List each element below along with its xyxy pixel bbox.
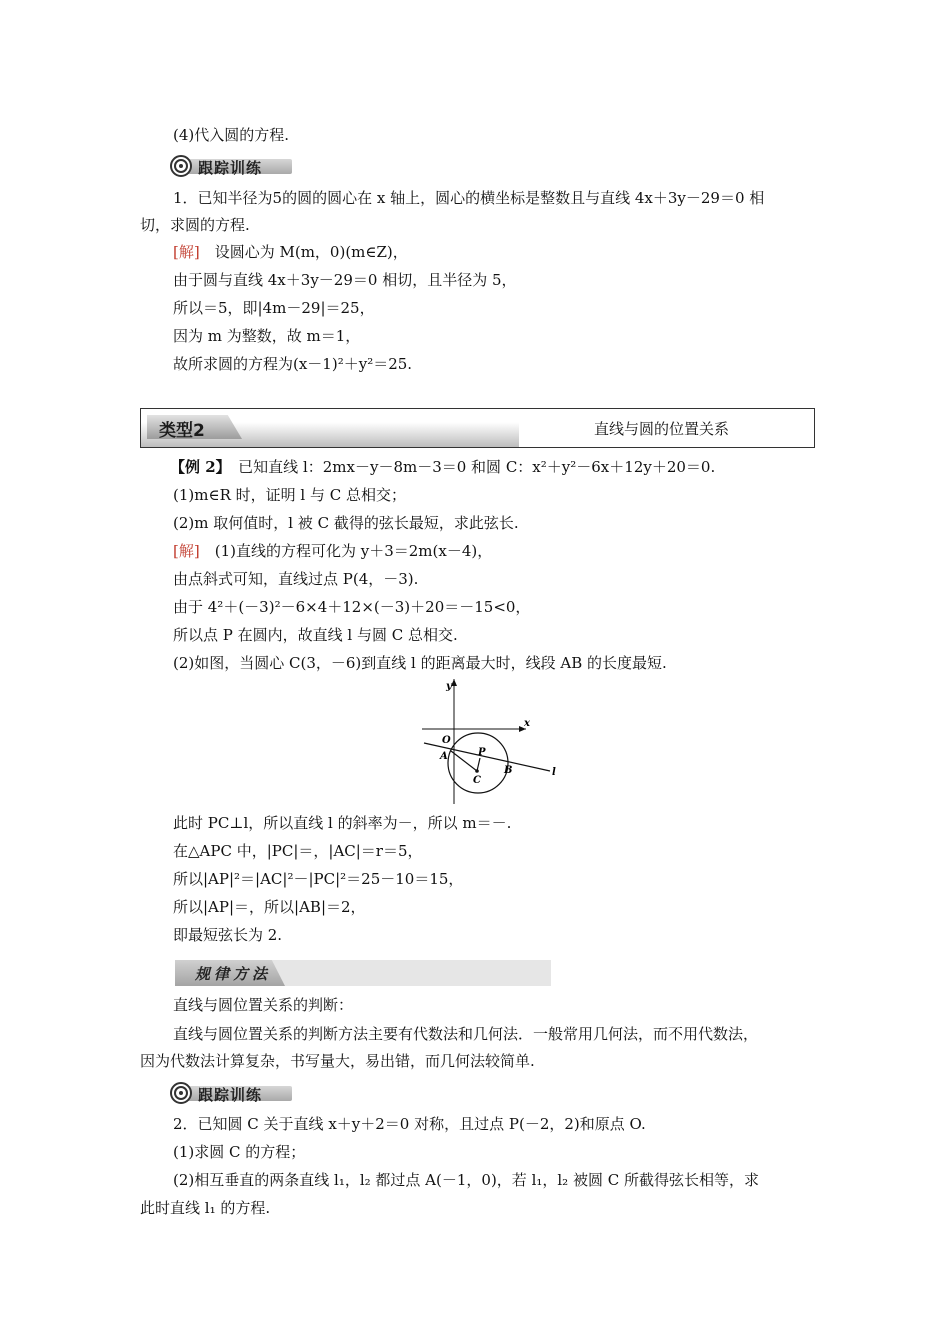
type-title: 直线与圆的位置关系 — [594, 420, 730, 438]
problem-2-line-1: 2．已知圆 C 关于直线 x＋y＋2＝0 对称，且过点 P(－2，2)和原点 O. — [173, 1115, 646, 1133]
method-line-3: 因为代数法计算复杂，书写量大，易出错，而几何法较简单. — [140, 1052, 535, 1070]
solution-1-line-5: 故所求圆的方程为(x－1)²＋y²＝25. — [173, 355, 413, 373]
label-o: O — [442, 735, 451, 746]
example-tag: 【例 2】 — [170, 458, 224, 476]
solution-2-line-2: 由点斜式可知，直线过点 P(4，－3). — [173, 570, 419, 588]
example-2-part-1: (1)m∈R 时，证明 l 与 C 总相交； — [173, 486, 406, 504]
badge-label: 跟踪训练 — [198, 159, 263, 177]
method-heading-bar — [175, 960, 551, 986]
target-icon — [170, 1082, 192, 1104]
badge-label: 跟踪训练 — [198, 1086, 263, 1104]
practice-badge-2 — [170, 1082, 300, 1104]
example-2-line-1: 【例 2】 已知直线 l：2mx－y－8m－3＝0 和圆 C：x²＋y²－6x＋12y＋20＝0. — [170, 458, 716, 476]
center-point — [475, 769, 479, 773]
solution-2-line-1: [解] (1)直线的方程可化为 y＋3＝2m(x－4)， — [173, 542, 493, 560]
solution-2-line-10: 即最短弦长为 2. — [173, 926, 283, 944]
solution-1-line-3: 所以＝5，即|4m－29|＝25， — [173, 299, 375, 317]
method-line-1: 直线与圆位置关系的判断： — [173, 996, 354, 1014]
solution-2-line-7: 在△APC 中，|PC|＝，|AC|＝r＝5， — [173, 842, 423, 860]
label-b: B — [504, 765, 513, 776]
problem-2-part-2-cont: 此时直线 l₁ 的方程. — [140, 1199, 271, 1217]
solution-1-line-4: 因为 m 为整数，故 m＝1， — [173, 327, 361, 345]
solution-1-line-1: [解] 设圆心为 M(m，0)(m∈Z)， — [173, 243, 408, 261]
label-x: x — [524, 718, 530, 729]
method-line-2: 直线与圆位置关系的判断方法主要有代数法和几何法．一般常用几何法，而不用代数法， — [173, 1025, 759, 1043]
label-l: l — [552, 767, 556, 778]
target-icon — [170, 155, 192, 177]
example-2-part-2: (2)m 取何值时，l 被 C 截得的弦长最短，求此弦长. — [173, 514, 519, 532]
label-y: y — [446, 681, 452, 692]
solution-tag: [解] — [173, 542, 200, 560]
solution-2-line-4: 所以点 P 在圆内，故直线 l 与圆 C 总相交. — [173, 626, 458, 644]
label-a: A — [440, 751, 448, 762]
solution-2-line-9: 所以|AP|＝，所以|AB|＝2， — [173, 898, 366, 916]
solution-1-line-2: 由于圆与直线 4x＋3y－29＝0 相切，且半径为 5， — [173, 271, 517, 289]
problem-2-part-2: (2)相互垂直的两条直线 l₁，l₂ 都过点 A(－1，0)，若 l₁，l₂ 被圆 C 所截得弦长相等，求 — [173, 1171, 759, 1189]
label-c: C — [473, 775, 481, 786]
segment-pc — [477, 758, 480, 771]
practice-badge-1 — [170, 155, 300, 177]
solution-2-line-6: 此时 PC⊥l，所以直线 l 的斜率为－，所以 m＝－. — [173, 814, 512, 832]
solution-2-line-3: 由于 4²＋(－3)²－6×4＋12×(－3)＋20＝－15<0， — [173, 598, 531, 616]
label-p: P — [478, 747, 486, 758]
y-axis-arrow — [451, 679, 457, 686]
solution-2-line-5: (2)如图，当圆心 C(3，－6)到直线 l 的距离最大时，线段 AB 的长度最短. — [173, 654, 667, 672]
step-4-text: (4)代入圆的方程. — [173, 126, 290, 144]
problem-1-line-2: 切，求圆的方程. — [140, 216, 250, 234]
problem-1-line-1: 1．已知半径为5的圆的圆心在 x 轴上，圆心的横坐标是整数且与直线 4x＋3y－29＝0 相 — [173, 189, 765, 207]
solution-tag: [解] — [173, 243, 200, 261]
problem-2-part-1: (1)求圆 C 的方程； — [173, 1143, 306, 1161]
type-tag-label: 类型2 — [159, 421, 205, 441]
solution-2-line-8: 所以|AP|²＝|AC|²－|PC|²＝25－10＝15， — [173, 870, 464, 888]
type-heading-box — [140, 408, 815, 448]
circle-line-figure — [418, 677, 560, 807]
method-label: 规律方法 — [195, 965, 272, 983]
